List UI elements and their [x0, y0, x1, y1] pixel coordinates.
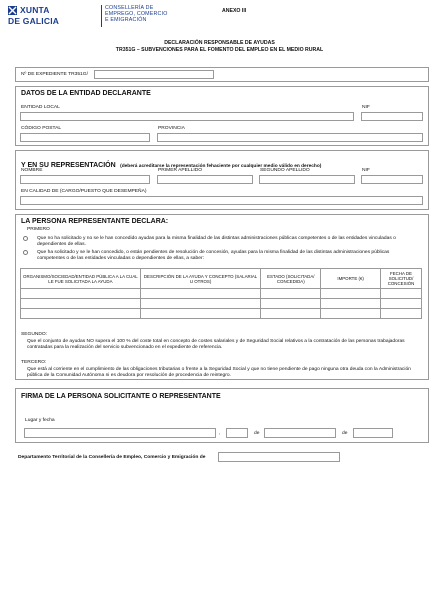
expediente-input[interactable] — [94, 70, 214, 79]
codigo-postal-input[interactable] — [20, 133, 150, 142]
lugar-fecha-label: Lugar y fecha — [25, 418, 55, 423]
provincia-label: PROVINCIA — [158, 126, 185, 131]
representacion-section — [15, 150, 429, 210]
segundo-apellido-label: SEGUNDO APELLIDO — [260, 168, 310, 173]
table-row[interactable] — [21, 299, 422, 309]
dept-line-2: EMPREGO, COMERCIO — [105, 11, 168, 17]
entidad-nif-label: NIF — [362, 105, 370, 110]
option-no-ayudas-text: Que no ha solicitado y no se le han concedido ayudas para la misma finalidad de las distintas administraciones públicas competentes o de las entidades vinculadas o dependientes de ellas. — [37, 236, 396, 247]
comma-separator: , — [219, 431, 221, 436]
logo-line-2: DE GALICIA — [8, 16, 60, 26]
entidad-heading: DATOS DE LA ENTIDAD DECLARANTE — [21, 90, 151, 97]
expediente-section — [15, 67, 429, 82]
declara-heading: LA PERSONA REPRESENTANTE DECLARA: — [21, 218, 169, 225]
calidad-label: EN CALIDAD DE (CARGO/PUESTO QUE DESEMPEÑA) — [21, 189, 147, 194]
representante-nif-label: NIF — [362, 168, 370, 173]
representacion-heading: Y EN SU REPRESENTACIÓN — [21, 162, 116, 169]
option-si-ayudas-radio[interactable] — [23, 250, 28, 255]
table-row[interactable] — [21, 309, 422, 319]
entidad-local-input[interactable] — [20, 112, 354, 121]
entidad-section — [15, 86, 429, 146]
table-row[interactable] — [21, 289, 422, 299]
ayudas-table-header — [21, 269, 422, 289]
provincia-input[interactable] — [157, 133, 423, 142]
expediente-label: Nº DE EXPEDIENTE TR351G/ — [21, 72, 88, 77]
entidad-nif-input[interactable] — [361, 112, 423, 121]
col-importe: IMPORTE (€) — [321, 269, 381, 289]
logo-divider — [101, 5, 102, 27]
segundo-label: SEGUNDO: — [21, 332, 48, 337]
primero-label: PRIMERO — [27, 227, 50, 232]
col-fecha: FECHA DE SOLICITUD/ CONCESIÓN — [381, 269, 422, 289]
calidad-input[interactable] — [20, 196, 423, 205]
firma-heading: FIRMA DE LA PERSONA SOLICITANTE O REPRESENTANTE — [21, 393, 221, 400]
dept-line-1: CONSELLERÍA DE — [105, 5, 154, 11]
department-logo-text — [105, 5, 168, 23]
lugar-input[interactable] — [24, 428, 216, 438]
de-label-1: de — [254, 431, 260, 436]
firma-section — [15, 388, 429, 443]
primer-apellido-label: PRIMER APELLIDO — [158, 168, 203, 173]
tercero-label: TERCERO: — [21, 360, 47, 365]
document-subtitle: TR351G – SUBVENCIONES PARA EL FOMENTO DEL EMPLEO EN EL MEDIO RURAL — [115, 47, 324, 53]
xunta-emblem-icon — [8, 6, 17, 15]
nombre-input[interactable] — [20, 175, 150, 184]
document-title: DECLARACIÓN RESPONSABLE DE AYUDAS — [164, 40, 275, 46]
representacion-note: (deberá acreditarse la representación fehaciente por cualquier medio válido en derecho) — [120, 164, 322, 169]
codigo-postal-label: CÓDIGO POSTAL — [21, 126, 62, 131]
xunta-logo — [8, 5, 100, 28]
option-no-ayudas-radio[interactable] — [23, 236, 28, 241]
col-descripcion: DESCRIPCIÓN DE LA AYUDA Y CONCEPTO (SALARIAL U OTROS) — [140, 269, 261, 289]
departamento-input[interactable] — [218, 452, 340, 462]
nombre-label: NOMBRE — [21, 168, 43, 173]
segundo-apellido-input[interactable] — [259, 175, 355, 184]
month-input[interactable] — [264, 428, 336, 438]
year-input[interactable] — [353, 428, 393, 438]
day-input[interactable] — [226, 428, 248, 438]
departamento-label: Departamento Territorial de la Consellería de Empleo, Comercio y Emigración de — [18, 455, 206, 460]
entidad-local-label: ENTIDAD LOCAL — [21, 105, 60, 110]
col-organismo: ORGANISMO/SOCIEDAD/ENTIDAD PÚBLICA A LA CUAL LE FUE SOLICITADA LA AYUDA — [21, 269, 141, 289]
declara-section — [15, 214, 429, 380]
de-label-2: de — [342, 431, 348, 436]
option-si-ayudas-text: Que ha solicitado y se le han concedido, o están pendientes de resolución de concesión, ayudas para la misma finalidad de las distintas administraciones públicas competentes o de las entidades vinculadas o dependientes de ellas, a saber: — [37, 250, 390, 261]
primer-apellido-input[interactable] — [157, 175, 253, 184]
dept-line-3: E EMIGRACIÓN — [105, 17, 147, 23]
segundo-text: Que el conjunto de ayudas NO supera el 100 % del coste total en concepto de costes salariales y de Seguridad Social relativos a la contratación de las personas trabajadoras contratadas para la realización del servicio subvencionado en el expediente de referencia. — [27, 339, 405, 350]
col-estado: ESTADO (SOLICITADA/ CONCEDIDA) — [261, 269, 321, 289]
annex-label: ANEXO III — [222, 8, 247, 14]
ayudas-table — [20, 268, 422, 319]
logo-line-1: XUNTA — [20, 5, 50, 15]
representante-nif-input[interactable] — [361, 175, 423, 184]
tercero-text: Que está al corriente en el cumplimiento de las obligaciones tributarias o frente a la Seguridad Social y que no tiene pendiente de pago ninguna otra deuda con la Administración pública de la Comunidad Autónoma ni es deudora por resolución de procedencia de reintegro. — [27, 367, 411, 378]
